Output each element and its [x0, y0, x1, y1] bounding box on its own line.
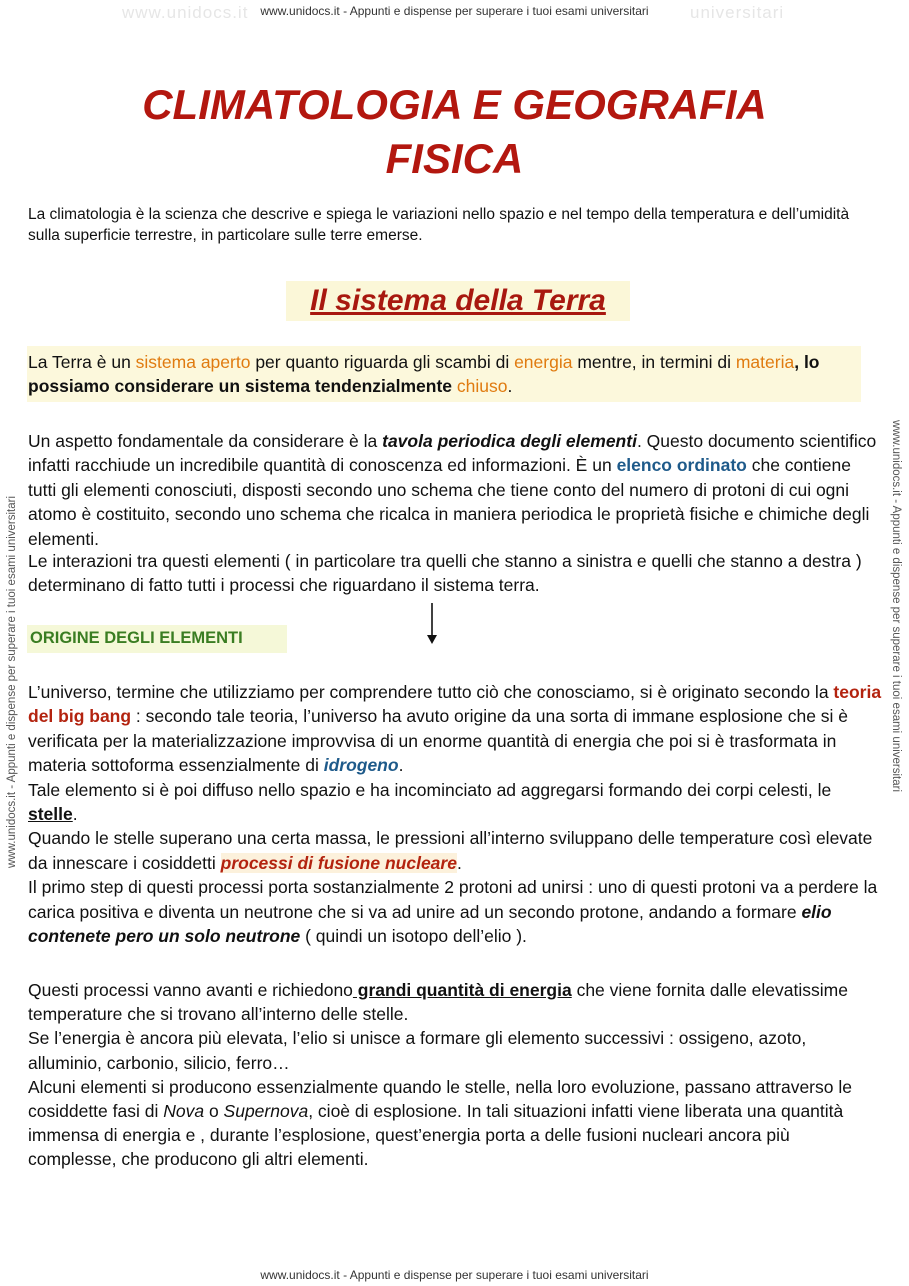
keyword-idrogeno: idrogeno — [323, 755, 399, 776]
watermark-side-right: www.unidocs.it - Appunti e dispense per superare i tuoi esami universitari — [890, 420, 902, 793]
document-title — [0, 78, 909, 186]
keyword-sistema-aperto: sistema aperto — [135, 352, 251, 372]
intro-paragraph: La climatologia è la scienza che descrive e spiega le variazioni nello spazio e nel tempo della temperatura e dell’umidità sulla superficie terrestre, in particolare sulle terre emerse. — [28, 206, 850, 244]
watermark-side-left: www.unidocs.it - Appunti e dispense per superare i tuoi esami universitari — [6, 495, 18, 868]
keyword-fusione-nucleare: processi di fusione nucleare — [220, 852, 457, 873]
keyword-supernova: Supernova — [223, 1101, 309, 1122]
universo-paragraph: L’universo, termine che utilizziamo per comprendere tutto ciò che conosciamo, si è originato secondo la teoria del big bang : secondo tale teoria, l’universo ha avuto origine da una sorta di immane esplosione che si è verificata per la materializzazione improvvisa di un enorme quantità di energia che poi si è trasformata in materia sottoforma essenzialmente di idrogeno. Tale elemento si è poi diffuso nello spazio e ha incominciato ad aggregarsi formando dei corpi celesti, le stelle. Quando le stelle superano una certa massa, le pressioni all’interno sviluppano delle temperature così elevate da innescare i cosiddetti processi di fusione nucleare. Il primo step di questi processi porta sostanzialmente 2 protoni ad unirsi : uno di questi protoni va a perdere la carica positiva e diventa un neutrone che si va ad unire ad un secondo protone, andando a formare elio contenete pero un solo neutrone ( quindi un isotopo dell’elio ). — [28, 682, 882, 947]
terra-paragraph: La Terra è un sistema aperto per quanto riguarda gli scambi di energia mentre, in termini di materia, lo possiamo considerare un sistema tendenzialmente chiuso. — [28, 352, 820, 396]
watermark-ghost: www.unidocs.it — [122, 3, 249, 22]
watermark-top: www.unidocs.it - Appunti e dispense per superare i tuoi esami universitari — [260, 4, 649, 18]
keyword-energia: energia — [514, 352, 573, 372]
interazioni-paragraph: Le interazioni tra questi elementi ( in particolare tra quelli che stanno a sinistra e quelli che stanno a destra ) determinano di fatto tutti i processi che riguardano il sistema terra. — [28, 551, 862, 595]
keyword-stelle: stelle — [28, 804, 73, 825]
aspetto-paragraph: Un aspetto fondamentale da considerare è la tavola periodica degli elementi. Questo documento scientifico infatti racchiude un incredibile quantità di conoscenza ed informazioni. È un elenco ordinato che contiene tutti gli elementi conosciuti, disposti secondo uno schema che tiene conto del numero di protoni di cui ogni atomo è costituito, secondo uno schema che ricalca in maniera periodica le proprietà fisiche e chimiche degli elementi. — [28, 431, 877, 549]
title-line-1: CLIMATOLOGIA E GEOGRAFIA — [142, 81, 767, 128]
origine-heading: ORIGINE DEGLI ELEMENTI — [30, 629, 243, 647]
keyword-grandi-quantita: grandi quantità di energia — [352, 980, 572, 1000]
keyword-nova: Nova — [163, 1101, 205, 1122]
keyword-tavola-periodica: tavola periodica degli elementi — [382, 431, 637, 451]
down-arrow-icon — [424, 603, 440, 645]
keyword-big-bang: teoria del big bang — [28, 682, 882, 727]
processi-paragraph: Questi processi vanno avanti e richiedono grandi quantità di energia che viene fornita dalle elevatissime temperature che si trovano all’interno delle stelle. Se l’energia è ancora più elevata, l’elio si unisce a formare gli elemento successivi : ossigeno, azoto, alluminio, carbonio, silicio, ferro… Alcuni elementi si producono essenzialmente quando le stelle, nella loro evoluzione, passano attraverso le cosiddette fasi di Nova o Supernova, cioè di esplosione. In tali situazioni infatti viene liberata una quantità immensa di energia e , durante l’esplosione, quest’energia porta a delle fusioni nucleari ancora più complesse, che producono gli altri elementi. — [28, 980, 852, 1170]
keyword-chiuso: chiuso — [456, 376, 508, 396]
keyword-materia: materia — [735, 352, 795, 372]
keyword-elio: elio contenete pero un solo neutrone — [28, 901, 832, 947]
title-line-2: FISICA — [385, 135, 524, 182]
section-title: Il sistema della Terra — [286, 281, 630, 321]
keyword-elenco-ordinato: elenco ordinato — [616, 455, 747, 476]
watermark-ghost: universitari — [690, 3, 785, 22]
watermark-bottom: www.unidocs.it - Appunti e dispense per superare i tuoi esami universitari — [260, 1268, 649, 1282]
